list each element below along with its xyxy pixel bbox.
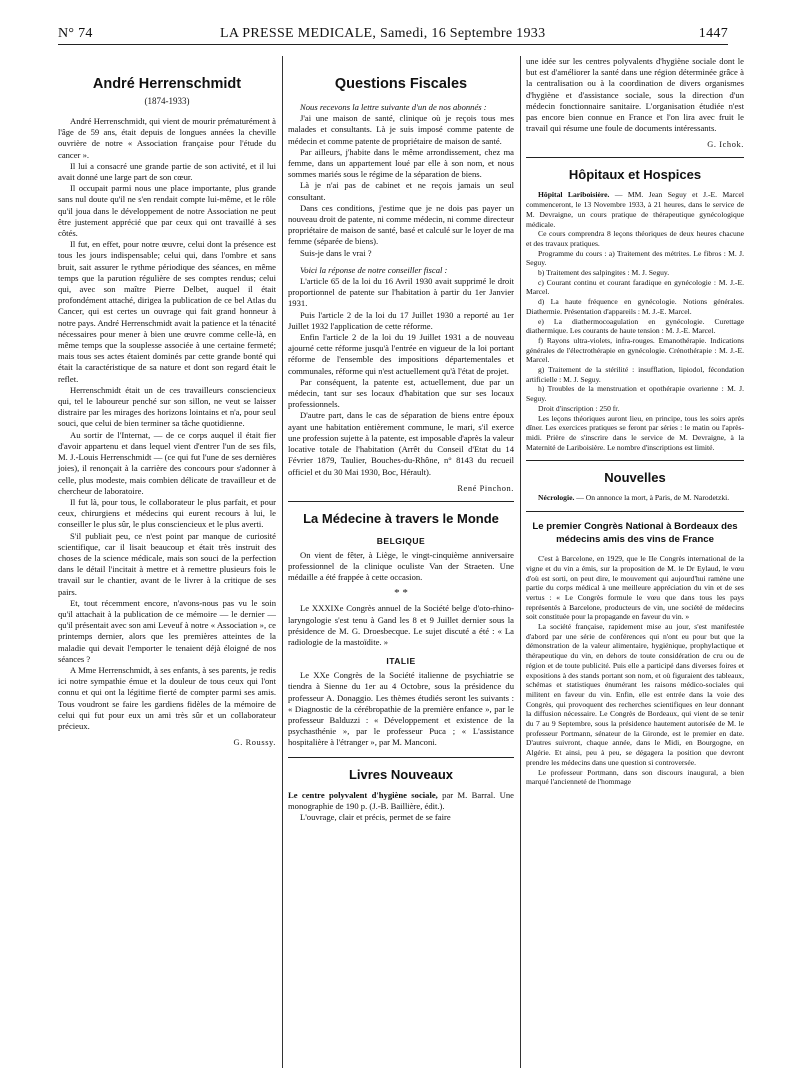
paragraph: g) Traitement de la stérilité : insufflation, lipiodol, fécondation artificielle : M. J. Seguy. [526,365,744,384]
page-number: 1447 [698,26,728,41]
hospital-name: Hôpital Lariboisière. [538,190,610,200]
paragraph: Il fut là, pour tous, le collaborateur le plus parfait, et pour ceux, chirurgiens et médecins qui eurent recours à lui, le conseiller le plus sûr, le plus consciencieux et le plus averti. [58,496,276,530]
journal-title: LA PRESSE MEDICALE, Samedi, 16 Septembre 1933 [220,26,546,41]
paragraph: Il fut, en effet, pour notre œuvre, celui dont la présence est tous les jours indispensable; celui qui, dans l'ombre et sans bruit, sait assurer le rythme périodique des séances, en même temps que la parution régulière de ses comptes rendus; celui qui, avec son maître Pierre Delbet, auquel il était profondément attaché, dirigea la publication de ce bel Atlas du Cancer, qui est certes un ouvrage qui fait grand honneur à notre pays. André Herrenschmidt avait la patience et la ténacité nécessaires pour mener à bien une œuvre comme celle-là, en même temps que la souplesse associée à une certaine fermeté; mais tous ses actes étaient dominés par cette grande bonté qui était la caractéristique de sa nature et dont son regard était le reflet. [58,239,276,384]
hospital-course-list [526,229,744,452]
section-separator [526,157,744,158]
paragraph: Là je n'ai pas de cabinet et ne reçois jamais un seul consultant. [288,180,514,202]
obituary-title: André Herrenschmidt [92,76,242,92]
fiscal-answer-intro: Voici la réponse de notre conseiller fiscal : [300,264,448,275]
paragraph: Les leçons théoriques auront lieu, en principe, tous les soirs après dîner. Les exercices pratiques se feront par séries : le matin ou l'après-midi. Prière de s'inscrire dans le service de M. Devraigne, à la Maternité de Lariboisière. Le nombre d'inscriptions est limité. [526,413,744,452]
country-belgique: BELGIQUE [376,535,426,546]
necrology-label: Nécrologie. [538,493,575,503]
world-medicine-title: La Médecine à travers le Monde [303,510,499,526]
obituary-dates: (1874-1933) [144,96,190,106]
necrology-item: Nécrologie. — On annonce la mort, à Paris, de M. Narodetzki. [538,493,730,503]
paragraph: f) Rayons ultra-violets, infra-rouges. Emanothérapie. Indications générales de l'électrothérapie en gynécologie. Crénothérapie : M. J.-E. Marcel. [526,335,744,365]
paragraph: L'article 65 de la loi du 16 Avril 1930 avait supprimé le droit proportionnel de patente sur l'habitation à partir du 1er Janvier 1931. [288,276,514,309]
hospital-notice [526,190,744,452]
section-separator [288,757,514,758]
paragraph: A Mme Herrenschmidt, à ses enfants, à ses parents, je redis ici notre sympathie émue et la douleur de tous ceux qui l'ont connu et qui ont la légitime fierté de compter parmi ses amis. Tous voudront se faire les gardiens fidèles de la mémoire de celui qui fut pour eux un ami très sûr et un collaborateur précieux. [58,664,276,731]
paragraph: Ce cours comprendra 8 leçons théoriques de deux heures chacune et des travaux pratiques. [526,229,744,248]
paragraph: Il lui a consacré une grande partie de son activité, et il lui avait donné une large part de son cœur. [58,160,276,183]
paragraph: c) Courant continu et courant faradique en gynécologie : M. J.-E. Marcel. [526,277,744,297]
fiscal-letter [288,113,514,259]
paragraph: La société française, rapidement mise au jour, s'est manifestée d'abord par une série de conférences qui n'ont eu pour but que la démonstration de la valeur alimentaire, hygiénique, prophylactique et thérapeutique du vin, en dehors de toute considération de cru ou de région et de toute publicité. Puis elle a participé dans diverses foires et expositions à des stands portant son nom, et où figuraient des tableaux, schémas et statistiques énumérant les raisons médico-sociales qui militent en faveur du vin. Enfin, elle est entrée dans la voie des Congrès, qui provoquent des recherches scientifiques en leur donnant la diffusion nécessaire. Le Congrès de Bordeaux, qui vient de se tenir du 7 au 9 Septembre, sous la présidence hautement autorisée de M. le professeur Portmann, sénateur de la Gironde, est le premier en date. D'autres suivront, chaque année, dans le Midi, en Bourgogne, en Algérie. Et ainsi, peu à peu, se dégagera la position que devront prendre les médecins dans une question si controversée. [526,622,744,767]
separator-stars: * * [394,587,408,600]
paragraph: Et, tout récemment encore, n'avons-nous pas vu le soin qu'il attachait à la publication de ce mémoire — le dernier — qu'il présentait avec son ami Leveuf à notre « Association », ce printemps dernier, alors que les premières atteintes de la maladie qui devait l'emporter le tenaient déjà éloigné de nos séances ? [58,597,276,664]
congress-title: Le premier Congrès National à Bordeaux des médecins amis des vins de France [532,521,738,546]
paragraph: Il occupait parmi nous une place importante, plus grande sans nul doute qu'il ne s'en rendait compte lui-même, et le rôle qu'il joua dans le développement de notre Association ne peut être justement apprécié que par ceux qui ont travaillé à ses côtés. [58,183,276,239]
column-left [58,56,276,747]
paragraph: Puis l'article 2 de la loi du 17 Juillet 1930 a reporté au 1er Juillet 1932 l'application de cette réforme. [288,309,514,331]
paragraph: Dans ces conditions, j'estime que je ne dois pas payer un nouveau droit de patente, ni comme médecin, ni comme directeur propriétaire de maison de santé, basé et calculé sur le loyer de ma femme (séparée de biens). [288,202,514,247]
hospital-intro: Hôpital Lariboisière. — MM. Jean Seguy et J.-E. Marcel commenceront, le 13 Novembre 1933, à 21 heures, dans le service de M. Devraigne, un cours pratique de thérapeutique gynécologique médicale. [526,190,744,229]
page-header [58,22,728,45]
issue-number: N° 74 [58,26,93,41]
paragraph: e) La diathermocoagulation en gynécologie. Curettage diathermique. Les courants de haute tension : M. J.-E. Marcel. [526,316,744,336]
book-entry [288,790,514,812]
belgique-news-1: On vient de fêter, à Liège, le vingt-cinquième anniversaire professionnel de la clinique oculiste Van der Straeten. Une médaille a été frappée à cette occasion. [288,549,514,583]
paragraph: C'est à Barcelone, en 1929, que le IIe Congrès international de la vigne et du vin a émis, sur la proposition de M. le Dr Eylaud, le vœu d'où est sorti, on peut dire, le mouvement qui aujourd'hui ramène une partie du corps médical à une meilleure appréciation du vin et de ses vertus : « Le Congrès formule le vœu que dans tous les pays représentés à Barcelone, producteurs de vin, une société de médecins soit constituée pour la propagande en faveur du vin. » [526,554,744,622]
paragraph: d) La haute fréquence en gynécologie. Notions générales. Diathermie. Présentation d'appareils : M. J.-E. Marcel. [526,297,744,316]
fiscal-signature: René Pinchon. [457,483,514,493]
book-title: Le centre polyvalent d'hygiène sociale, [288,789,438,800]
book-review-start: L'ouvrage, clair et précis, permet de se faire [300,811,451,822]
section-separator [526,511,744,512]
paragraph: b) Traitement des salpingites : M. J. Seguy. [538,268,670,278]
paragraph: Au sortir de l'Internat, — de ce corps auquel il était fier d'avoir appartenu et dans lequel vient d'entrer l'un de ses fils, M. J.-Louis Herrenschmidt — (ce qui fut l'une de ses dernières joies), il renonçait à la carrière des concours pour s'adonner à celle, plus modeste, mais combien délicate de travailleur et de chercheur de laboratoire. [58,429,276,496]
country-italie: ITALIE [386,656,416,667]
column-divider [282,56,283,1068]
section-separator [288,501,514,502]
column-middle [288,56,514,823]
belgique-news-2: Le XXXIXe Congrès annuel de la Société belge d'oto-rhino-laryngologie s'est tenu à Gand les 8 et 9 Juillet dernier sous la présidence de M. G. Droesbecque. Le sujet discuté a été : « La radiologie de la mastoïdite. » [288,603,514,647]
fiscal-answer [288,276,514,478]
paragraph: S'il publiait peu, ce n'est point par manque de curiosité scientifique, car il lisait beaucoup et était très instruit des choses de la science médicale, mais son souci de la perfection dans le détail l'incitait à mettre et à remettre plusieurs fois le travail sur le chantier, avant de le livrer à la critique de ses pairs. [58,530,276,597]
section-separator [526,460,744,461]
paragraph: Par ailleurs, j'habite dans le même arrondissement, chez ma femme, dans un appartement loué par elle à son nom, et nous sommes mariés sous le régime de la séparation de biens. [288,146,514,180]
fiscal-intro: Nous recevons la lettre suivante d'un de nos abonnés : [300,102,487,112]
obituary-body [58,116,276,732]
book-details: par M. Barral. Une monographie de 190 p. (J.-B. Baillière, édit.). [288,789,514,811]
column-divider [520,56,521,1068]
column-right [526,56,744,787]
congress-body [526,554,744,787]
paragraph: André Herrenschmidt, qui vient de mourir prématurément à l'âge de 59 ans, était depuis de longues années la cheville ouvrière de notre « Association française pour l'étude du cancer ». [58,116,276,160]
paragraph: Programme du cours : a) Traitement des métrites. Le fibros : M. J. Seguy. [526,248,744,268]
fiscal-title: Questions Fiscales [334,76,468,92]
book-review-signature: G. Ichok. [707,140,744,150]
books-title: Livres Nouveaux [348,766,454,782]
paragraph: Suis-je dans le vrai ? [300,247,372,258]
book-review-continued: une idée sur les centres polyvalents d'hygiène sociale dont le but est d'améliorer la santé dans une région déterminée grâce à la centralisation ou à la coordination de divers organismes d'hygiène et d'assistance sociale, sous la direction d'un médecin fonctionnaire sanitaire. L'organisation étudiée n'est pas encore bien connue en France et l'on lira avec fruit le travail qui résume une foule de documents intéressants. [526,56,744,134]
paragraph: Enfin l'article 2 de la loi du 19 Juillet 1931 a de nouveau ajourné cette réforme jusqu'à l'entrée en vigueur de la loi portant réforme de l'ensemble des impositions départementales et communales, réforme qui n'est actuellement qu'à l'état de projet. [288,332,514,376]
italie-news: Le XXe Congrès de la Société italienne de psychiatrie se tiendra à Sienne du 1er au 4 Octobre, sous la présidence du professeur A. Donaggio. Les thèmes étudiés seront les suivants : « Diagnostic de la cérébropathie de la première enfance », par le professeur Balduzzi : « Développement et existence de la psychasthénie », par le professeur Puca ; « L'assistance hospitalière à l'étranger », par M. Manconi. [288,670,514,748]
paragraph: Herrenschmidt était un de ces travailleurs consciencieux qui, tel le laboureur penché sur son sillon, ne veut se laisser distraire par les mirages des horizons lointains et n'a, pour seul souci, que celui de bien terminer sa tâche quotidienne. [58,384,276,429]
paragraph: J'ai une maison de santé, clinique où je reçois tous mes malades et consultants. Là je suis imposé comme patente de médecin et comme patente de propriétaire de maison de santé. [288,113,514,146]
obituary-signature: G. Roussy. [233,738,276,748]
hospitals-title: Hôpitaux et Hospices [568,167,702,183]
paragraph: D'autre part, dans le cas de séparation de biens entre époux ayant une habitation entièrement commune, le mari, s'il exerce une profession sujette à la patente, est imposable d'après la valeur locative totale de l'habitation (Arrêt du Conseil d'Etat du 14 Février 1879, Taulier, Bouches-du-Rhône, n° 8143 du recueil officiel et du 30 Mai 1930, Boc, Hérault). [288,410,514,477]
paragraph: Le professeur Portmann, dans son discours inaugural, a bien marqué l'ancienneté de l'hommage [526,767,744,787]
paragraph: Droit d'inscription : 250 fr. [538,403,620,413]
news-title: Nouvelles [604,470,666,486]
paragraph: h) Troubles de la menstruation et opothérapie ovarienne : M. J. Seguy. [526,384,744,404]
paragraph: Par conséquent, la patente est, actuellement, due par un médecin, tant sur ses locaux d'habitation que sur ses locaux professionnels. [288,376,514,410]
